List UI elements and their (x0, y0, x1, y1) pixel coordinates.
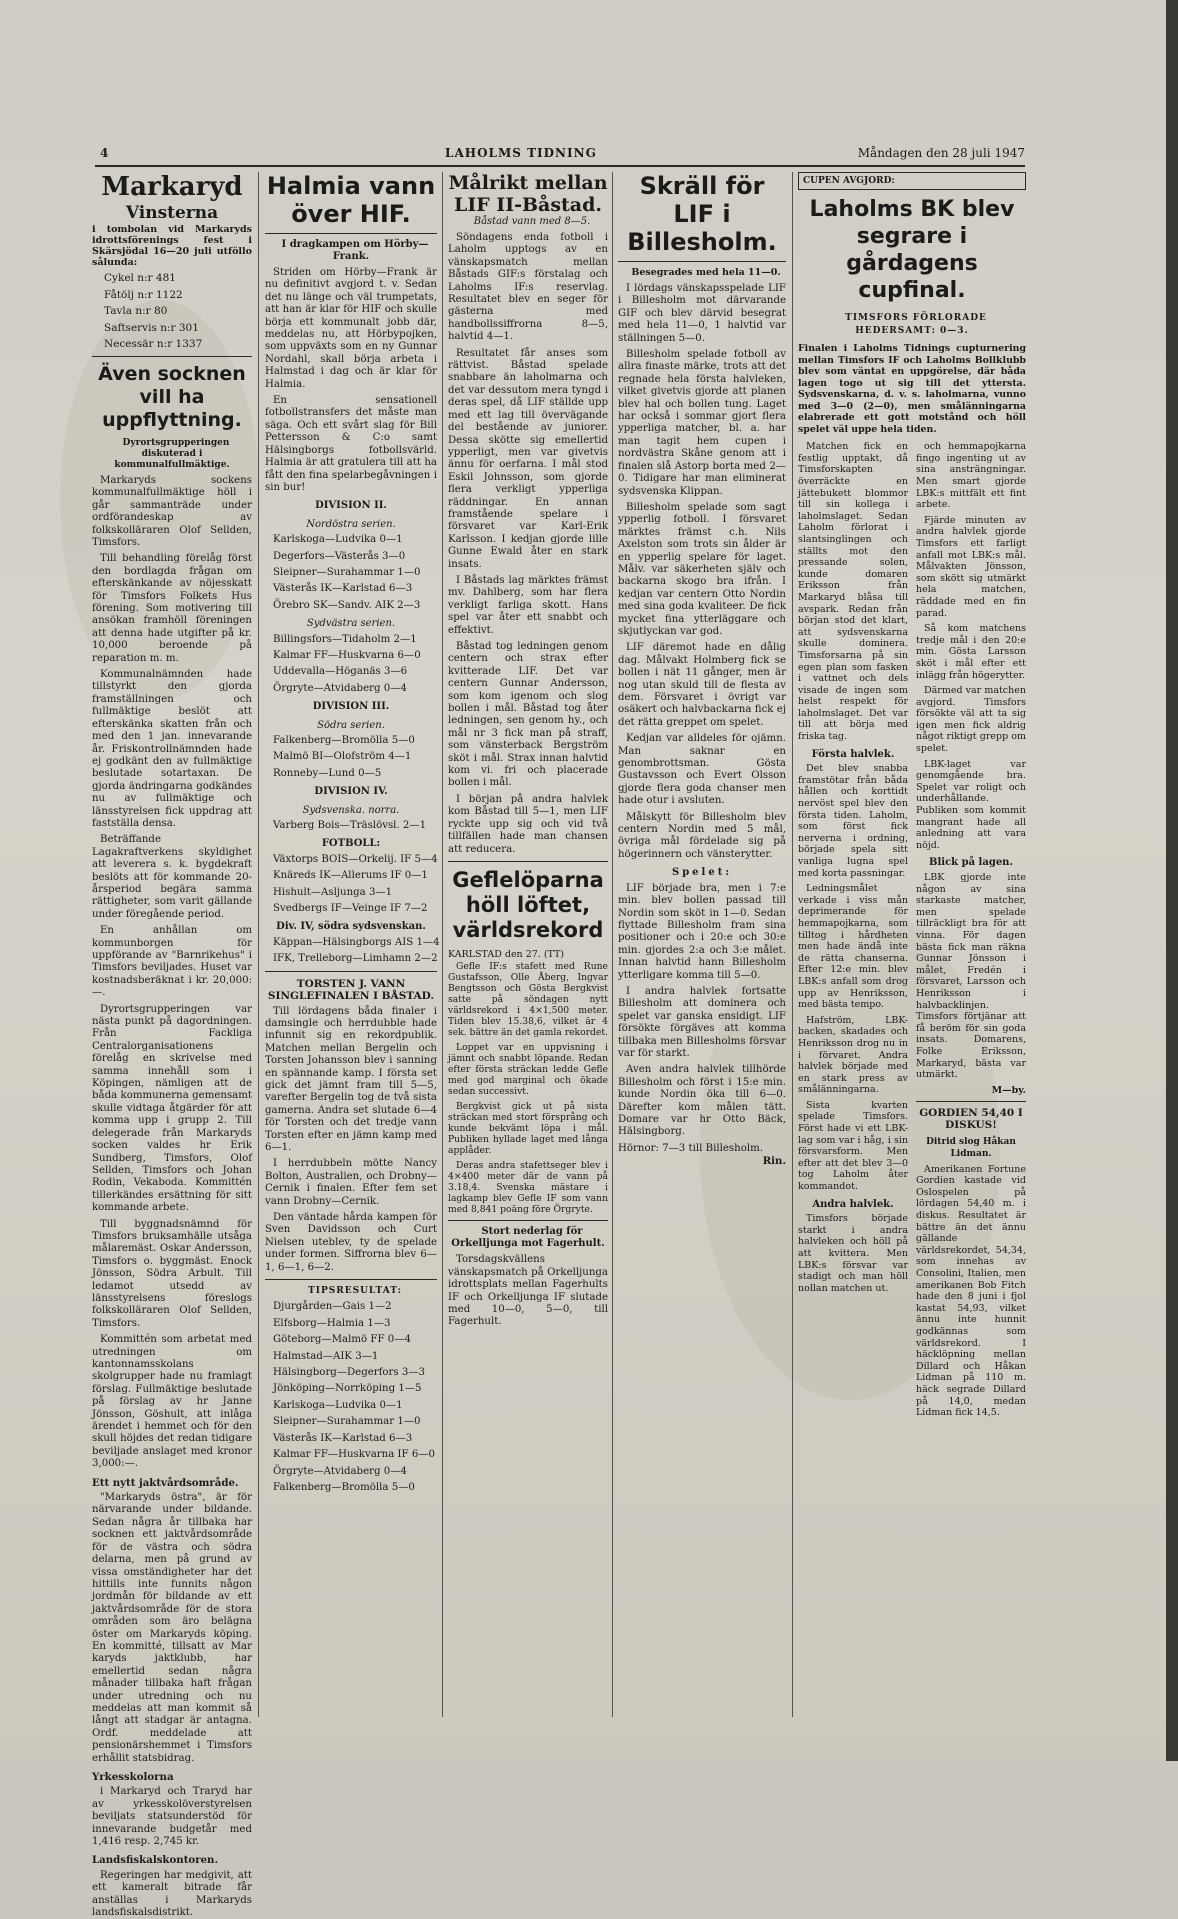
result-line: Malmö BI—Olofström 4—1 (273, 751, 412, 763)
result-line: Växtorps BOIS—Orkelij. IF 5—4 (273, 853, 438, 865)
result-line: Västerås IK—Karlstad 6—3 (273, 583, 413, 595)
page-edge-shadow (1166, 0, 1178, 1761)
headline-gordien: GORDIEN 54,40 I DISKUS! (919, 1107, 1023, 1131)
column-rule (612, 172, 613, 1717)
tips-line: Kalmar FF—Huskvarna IF 6—0 (273, 1449, 436, 1461)
article-paragraph: Den väntade hårda kampen för Sven Davidsson och Curt Nielsen uteblev, ty de spelade under formen. Siffrorna blev 6—1, 6—1, 6—2. (265, 1212, 437, 1273)
column-lif-bastad (448, 172, 608, 1722)
divider (92, 356, 252, 357)
signature: Rin. (762, 1155, 786, 1168)
series-heading: Södra serien. (317, 719, 385, 731)
body-left (798, 441, 908, 1423)
division-heading: DIVISION II. (315, 500, 387, 512)
headline-socknen: Även socknen vill ha uppflyttning. (98, 362, 246, 431)
masthead (95, 143, 1025, 167)
newspaper-name: LAHOLMS TIDNING (445, 146, 597, 160)
result-line: Ronneby—Lund 0—5 (273, 767, 382, 779)
tips-line: Hälsingborg—Degerfors 3—3 (273, 1367, 426, 1379)
headline-billesholm: Skräll för LIF i Billesholm. (627, 172, 777, 256)
result-line: Karlskoga—Ludvika 0—1 (273, 534, 403, 546)
division-heading: DIVISION IV. (314, 786, 388, 798)
headline-orkelljunga: Stort nederlag för Orkelljunga mot Fagerhult. (451, 1226, 605, 1250)
subhead-jakt: Ett nytt jaktvårdsområde. (92, 1476, 239, 1489)
divider (265, 971, 437, 972)
tips-line: Göteborg—Malmö FF 0—4 (273, 1334, 411, 1346)
signature: M—by. (991, 1084, 1026, 1096)
article-paragraph: Markaryds sockens kommunalfullmäktige höll i går sammanträde under ordförandeskap av folkskolläraren Olof Sellden, Timsfors. (92, 474, 252, 548)
cup-kicker: CUPEN AVGJORD: (798, 172, 1026, 190)
article-paragraph: Så kom matchens tredje mål i den 20:e min. Gösta Larsson sköt i mål efter ett inlägg från högerytter. (916, 623, 1026, 681)
issue-date: Måndagen den 28 juli 1947 (857, 146, 1025, 160)
result-line: Svedbergs IF—Veinge IF 7—2 (273, 903, 428, 915)
division-heading: Div. IV, södra sydsvenskan. (276, 921, 426, 933)
two-column-body (798, 441, 1026, 1423)
result-line: IFK, Trelleborg—Limhamn 2—2 (273, 953, 438, 965)
tips-line: Västerås IK—Karlstad 6—3 (273, 1432, 413, 1444)
result-line: Hishult—Asljunga 3—1 (273, 886, 393, 898)
result-line: Sleipner—Surahammar 1—0 (273, 566, 421, 578)
article-paragraph: Till byggnadsnämnd för Timsfors bruksamhälle utsåga målaremäst. Oskar Andersson, Timsfors o. byggmäst. Enock Jönsson, Södra Arbult. Till ledamot utsedd av länsstyrelsens föreslogs folkskolläraren Olof Sellden, Timsfors. (92, 1218, 252, 1329)
headline-vinsterna: Vinsterna (125, 203, 219, 223)
result-line: Knäreds IK—Allerums IF 0—1 (273, 870, 428, 882)
tips-line: Elfsborg—Halmia 1—3 (273, 1317, 391, 1329)
column-billesholm (618, 172, 786, 1722)
dateline: KARLSTAD den 27. (TT) (448, 948, 565, 960)
article-paragraph: LIF däremot hade en dålig dag. Målvakt Holmberg fick se bollen i nät 11 gånger, men är nog utan skuld till de flesta av dem. Försvaret i övrigt var osäkert och halvbackarna fick ej det rätta greppet om spelet. (618, 642, 786, 728)
article-paragraph: Kedjan var alldeles för ojämn. Man saknar en genombrottsman. Gösta Gustavsson och Evert Olsson gjorde flera goda chanser men hade otur i avsluten. (618, 733, 786, 807)
subhead-forsta-halvlek: Första halvlek. (811, 748, 895, 760)
article-paragraph: Bergkvist gick ut på sista sträckan med stort försprång och kunde bekvämt löpa i mål. Publiken hyllade laget med långa applåder. (448, 1101, 608, 1157)
column-rule (258, 172, 259, 1717)
prize-item: Necessär n:r 1337 (104, 338, 203, 351)
winners-intro: i tombolan vid Markaryds idrottsförenings fest i Skärsjödal 16—20 juli utföllo sålunda: (92, 224, 252, 268)
result-line: Falkenberg—Bromölla 5—0 (273, 735, 415, 746)
result-line: Örebro SK—Sandv. AIK 2—3 (273, 599, 421, 611)
column-rule (442, 172, 443, 1717)
article-paragraph: och hemmapojkarna fingo ingenting ut av sina ansträngningar. Men smart gjorde LBK:s mittfält ett fint arbete. (916, 441, 1026, 511)
subhead-andra-halvlek: Andra halvlek. (812, 1198, 894, 1210)
result-line: Uddevalla—Höganäs 3—6 (273, 666, 408, 678)
prize-item: Fåtölj n:r 1122 (104, 288, 183, 301)
divider (265, 233, 437, 234)
column-markaryd (92, 172, 252, 1919)
article-paragraph: Billesholm spelade som sagt ypperlig fotboll. I försvaret märktes främst c.h. Nils Axelston som trots sin ålder är en ypperlig spelare för laget. Målv. var säkerheten själv och backarna skogo bra ifrån. I kedjan var centern Otto Nordin med sina goda kvaliteer. De fick mycket fina ytterläggare och skjutlyckan var god. (618, 501, 786, 637)
article-paragraph: LBK-laget var genomgående bra. Spelet var roligt och underhållande. Publiken som kommit mangrant hade all anledning att vara nöjd. (916, 758, 1026, 851)
tips-line: Sleipner—Surahammar 1—0 (273, 1416, 421, 1428)
result-line: Örgryte—Atvidaberg 0—4 (273, 682, 407, 694)
divider (916, 1101, 1026, 1102)
result-line: Billingsfors—Tidaholm 2—1 (273, 633, 417, 645)
tips-line: Halmstad—AIK 3—1 (273, 1350, 379, 1362)
prize-item: Cykel n:r 481 (104, 272, 176, 284)
article-paragraph: Båstad tog ledningen genom centern och strax efter kvitterade LIF. Det var centern Gunnar Andersson, som kom igenom och slog bollen i mål. Båstad tog åter ledningen, sen genom hy., och mål nr 3 fick man på straff, som vänsterback Bergström sköt i mål. Strax innan halvtid kom vi. fri och placerade bollen i mål. (448, 641, 608, 789)
deck-lif-bastad: Båstad vann med 8—5. (473, 216, 591, 227)
article-paragraph: Loppet var en uppvisning i jämnt och snabbt löpande. Redan efter första sträckan ledde Gefle med god marginal och ökade sedan successivt. (448, 1042, 608, 1098)
tips-line: Karlskoga—Ludvika 0—1 (273, 1399, 403, 1411)
article-paragraph: i Markaryd och Traryd har av yrkesskolöverstyrelsen beviljats statsunderstöd för innevarande budgetår med 1,416 resp. 2,745 kr. (92, 1786, 252, 1848)
subhead-blick: Blick på lagen. (929, 857, 1013, 869)
article-paragraph: Beträffande Lagakraftverkens skyldighet att leverera s. k. bygdekraft beslöts att för kommande 20-årsperiod begära samma rättigheter, som varit gällande under föregående period. (92, 834, 252, 920)
article-paragraph: Hörnor: 7—3 till Billesholm. (618, 1142, 763, 1154)
article-paragraph: En anhållan om kommunborgen för uppförande av "Barnrikehus" i Timsfors beviljades. Huset var kostnadsberäknat i kr. 20,000:—. (92, 925, 252, 999)
article-paragraph: Målskytt för Billesholm blev centern Nordin med 5 mål, övriga mål fördelade sig på högerinnern och vänsterytter. (618, 811, 786, 860)
headline-torsten: TORSTEN J. VANN SINGLEFINALEN I BÅSTAD. (267, 977, 435, 1003)
result-line: Degerfors—Västerås 3—0 (273, 550, 406, 562)
article-paragraph: Till lördagens båda finaler i damsingle och herrdubble hade infunnit sig en rekordpublik. Matchen mellan Bergelin och Torsten Johansson blev i sanning en spännande kamp. I första set gick det jämnt fram till 5—5, varefter Bergelin tog de två sista gamerna. Andra set slutade 6—4 för Torsten och det tredje vann Torsten efter en jämn kamp med 6—1. (265, 1005, 437, 1153)
article-paragraph: Hafström, LBK-backen, skadades och Henriksson drog nu in i förvaret. Andra halvlek började med en stark press av smålänningarna. (798, 1014, 908, 1096)
article-paragraph: Deras andra stafettseger blev i 4×400 meter där de vann på 3.18,4. Svenska mästare i lagkamp blev Gefle IF som vann med 8,841 poäng före Örgryte. (448, 1160, 608, 1216)
article-paragraph: I Båstads lag märktes främst mv. Dahlberg, som har flera verkligt farliga skott. Hans spel var åter ett snabbt och effektivt. (448, 574, 608, 636)
deck-gordien: Ditrid slog Håkan Lidman. (926, 1137, 1016, 1160)
article-paragraph: I andra halvlek fortsatte Billesholm att dominera och spelet var ganska ensidigt. LIF försökte förgäves att komma tillbaka men Billesholms försvar var för starkt. (618, 985, 786, 1059)
article-paragraph: Billesholm spelade fotboll av allra finaste märke, trots att det regnade hela första halvleken, vilket givetvis gjorde att planen blev hal och bollen tung. Laget har också i sommar gjort flera ypperliga matcher, bl. a. har man tagit hem cupen i nordvästra Skåne genom att i finalen slå Astorp borta med 2—0. Tidigare har man eliminerat sydsvenska Klippan. (618, 349, 786, 497)
article-paragraph: Till behandling förelåg först den bordlagda frågan om efterskänkande av nöjesskatt för Timsfors Folkets Hus förening. Som motivering till ansökan framhöll föreningen att denna hade utgifter på kr. 10,000 beroende på reparation m. m. (92, 553, 252, 664)
article-paragraph: Striden om Hörby—Frank är nu definitivt avgjord t. v. Sedan det nu länge och väl trumpetats, att han är klar för HIF och skulle börja ett kommunalt jobb där, meddelas nu, att Hörbypojken, som uppväxts som en ny Gunnar Nordahl, skall börja arbeta i Halmstad i dag och är klar för Halmia. (265, 267, 437, 390)
divider (448, 861, 608, 862)
article-paragraph: Sista kvarten spelade Timsfors. Först hade vi ett LBK-lag som var i håg, i sin försvarsform. Men efter att det blev 3—0 tog Laholm åter kommandot. (798, 1099, 908, 1193)
article-paragraph: Resultatet får anses som rättvist. Båstad spelade snabbare än laholmarna och det var dessutom mera tyngd i deras spel, då LIF ställde upp med ett lag till övervägande del bestående av juniorer. Dessa skötte sig emellertid ypperligt, men var givetvis ännu för oerfarna. I mål stod Eskil Johnsson, som gjorde flera verkligt ypperliga räddningar. En annan framstående spelare i försvaret var Karl-Erik Karlsson. I kedjan gjorde lille Gunne Ewald åter en stark insats. (448, 347, 608, 570)
article-paragraph: I lördags vänskapsspelade LIF i Billesholm mot därvarande GIF och blev därvid besegrat med hela 11—0, 1 halvtid var ställningen 5—0. (618, 283, 786, 344)
article-paragraph: Dyrortsgrupperingen var nästa punkt på dagordningen. Från Fackliga Centralorganisationens förelåg en skrivelse med samma innehåll som i Köpingen, nämligen att de båda kommunerna gemensamt skulle vidtaga åtgärder för att komma upp i grupp 2. Till delegerade från Markaryds socken valdes hr Erik Sundberg, Timsfors, Olof Sellden, Timsfors och Johan Rodin, Vekaboda. Kommittén tillerkändes ersättning för sitt kommande arbete. (92, 1003, 252, 1214)
article-paragraph: En sensationell fotbollstransfers det måste man säga. Och ett svårt slag för Bill Pettersson & C:o samt Hälsingborgs fotbollsvärld. Halmia är att gratulera till att ha fått den fina spelarbegåvningen i sin bur! (265, 395, 437, 493)
series-heading: Nordöstra serien. (306, 518, 396, 530)
series-heading: Sydvästra serien. (306, 618, 396, 630)
article-paragraph: Det blev snabba framstötar från båda hållen och korttidt nervöst spel blev den första tiden. Laholm, som först fick nerverna i ordning, började spela sitt vanliga lugna spel med korta passningar. (798, 763, 908, 879)
subhead-spelet: Spelet: (671, 867, 733, 879)
article-paragraph: I herrdubbeln mötte Nancy Bolton, Australien, och Drobny—Cernik i finalen. Efter fem set vann Drobny—Cernik. (265, 1158, 437, 1207)
article-paragraph: Matchen fick en festlig upptakt, då Timsforskapten överräckte en jättebukett blommor till sin kollega i laholmslaget. Sedan Laholm förlorat i slantsinglingen och ställts mot den pressande solen, kunde domaren Eriksson från Markaryd blåsa till avspark. Redan från början stod det klart, att sydsvenskarna skulle dominera. Timsforsarna på sin egen plan som fasken i vattnet och dels visade de ingen som helst respekt för laholmslaget. Det var till att börja med friska tag. (798, 441, 908, 743)
prize-item: Saftservis n:r 301 (104, 321, 199, 334)
tips-line: Djurgården—Gais 1—2 (273, 1301, 392, 1313)
headline-lif-bastad: Målrikt mellan LIF II-Båstad. (448, 172, 608, 216)
lead-paragraph: Finalen i Laholms Tidnings cupturnering mellan Timsfors IF och Laholms Bollklubb blev som väntat en uppgörelse, där båda lagen togo ut sig till det yttersta. Sydsvenskarna, d. v. s. laholmarna, vunno med 3—0 (2—0), men smålänningarna elabrerade ett gott motstånd och höll spelet väl uppe hela tiden. (798, 343, 1026, 435)
result-line: Käppan—Hälsingborgs AIS 1—4 (273, 936, 440, 948)
article-paragraph: Amerikanen Fortune Gordien kastade vid Oslospelen på lördagen 54,40 m. i diskus. Resultatet är bättre än det ännu gällande världsrekordet, 54,34, som innehas av Consolini, Italien, men amerikanen Bob Fitch hade den 8 juni i fjol kastat 54,93, vilket ännu inte hunnit godkännas som världsrekord. I häcklöpning mellan Dillard och Håkan Lidman på 110 m. häck segrade Dillard på 14,0, medan Lidman fick 14,5. (916, 1163, 1026, 1419)
deck-halmia: I dragkampen om Hörby—Frank. (281, 239, 429, 262)
article-paragraph: Torsdagskvällens vänskapsmatch på Orkelljunga idrottsplats mellan Fagerhults IF och Orkelljunga IF slutade med 10—0, 5—0, till Fagerhult. (448, 1254, 608, 1328)
body-right (916, 441, 1026, 1423)
deck-billesholm: Besegrades med hela 11—0. (631, 267, 781, 278)
headline-markaryd: Markaryd (101, 172, 243, 202)
series-heading: Sydsvenska. norra. (302, 804, 400, 816)
subhead-landsfiskal: Landsfiskalskontoren. (92, 1854, 219, 1867)
result-line: Varberg Bois—Träslövsl. 2—1 (273, 820, 427, 832)
divider (618, 261, 786, 262)
article-paragraph: Kommittén som arbetat med utredningen om kantonnamsskolans skolgrupper hade nu framlagt förslag. Fullmäktige beslutade på förslag av hr Janne Jönsson, Göshult, att inlåga ärendet i hemmet och för den skull höjdes det redan tidigare beviljade anslaget med kronor 3,000:—. (92, 1334, 252, 1470)
article-paragraph: Timsfors började starkt i andra halvleken och höll på att kvittera. Men LBK:s försvar var stadigt och man höll nollan matchen ut. (798, 1213, 908, 1294)
prize-item: Tavla n:r 80 (104, 305, 168, 318)
deck-socknen: Dyrortsgrupperingen diskuterad i kommunalfullmäktige. (114, 437, 230, 470)
article-paragraph: Gefle IF:s stafett med Rune Gustafsson, Olle Åberg, Ingvar Bengtsson och Gösta Bergkvist satte på söndagen nytt världsrekord i 4×1,500 meter. Tiden blev 15.38,6, vilket är 4 sek. bättre än det gamla rekordet. (448, 961, 608, 1039)
article-paragraph: Fjärde minuten av andra halvlek gjorde Timsfors ett farligt anfall mot LBK:s mål. Målvakten Jönsson, som skött sig utmärkt hela matchen, räddade med en fin parad. (916, 514, 1026, 619)
subhead-yrkesskolorna: Yrkesskolorna (92, 1771, 174, 1783)
prize-list (96, 272, 252, 351)
tips-line: Falkenberg—Bromölla 5—0 (273, 1481, 415, 1493)
divider (448, 1220, 608, 1221)
column-rule (792, 172, 793, 1717)
headline-laholms-bk: Laholms BK blev segrare i gårdagens cupfinal. (809, 197, 1015, 304)
tips-line: Örgryte—Atvidaberg 0—4 (273, 1465, 407, 1477)
tips-heading: TIPSRESULTAT: (308, 1286, 402, 1297)
fotboll-heading: FOTBOLL: (321, 838, 381, 850)
page-number: 4 (100, 146, 109, 160)
article-paragraph: Regeringen har medgivit, att ett kameralt bitrade får anställas i Markaryds landsfiskalsdistrikt. (92, 1869, 252, 1919)
result-line: Kalmar FF—Huskvarna 6—0 (273, 649, 421, 661)
article-paragraph: Kommunalnämnden hade tillstyrkt den gjorda framställningen och fullmäktige beslöt att efterskänka skatten från och med den 1 jan. innevarande år. Friskontrollnämnden hade ej godkänt den av fullmäktige beslutade sotartaxan. De gjorda ändringarna godkändes nu av fullmäktige och länsstyrelsen fick uppdrag att fastställa densa. (92, 669, 252, 829)
article-paragraph: LIF började bra, men i 7:e min. blev bollen passad till Nordin som sköt in 1—0. Sedan flyttade Billesholm fram sina positioner och i 20:e och 30:e min. gjordes 2:a och 3:e målet. Innan halvtid hann Billesholm ytterligare komma till 5—0. (618, 882, 786, 981)
column-halmia (265, 172, 440, 1722)
article-paragraph: "Markaryds östra", är för närvarande under bildande. Sedan några år tillbaka har socknen ett jaktvårdsområde för de västra och södra delarna, men på grund av vissa omständigheter har det hittills inte funnits någon jordmån för bildande av ett jaktvårdsområde för de stora områden som äro belägna öster om Markaryds köping. En kommitté, tillsatt av Mar karyds jaktklubb, har emellertid sedan några månader tillbaka haft frågan under utredning och nu meddelas att man kommit så långt att stadgar är antagna. Ordf. meddelade att pensionärshemmet i Timsfors erhållit statsbidrag. (92, 1492, 252, 1764)
article-paragraph: Söndagens enda fotboll i Laholm upptogs av en vänskapsmatch mellan Båstads GIF:s förstalag och Laholms IF:s reservlag. Resultatet blev en seger för gästerna med handbollssiffrorna 8—5, halvtid 4—1. (448, 232, 608, 343)
article-paragraph: Därmed var matchen avgjord. Timsfors försökte väl att ta sig igen men fick aldrig något riktigt grepp om spelet. (916, 685, 1026, 755)
headline-halmia: Halmia vann över HIF. (266, 172, 436, 228)
subhead-timsfors: TIMSFORS FÖRLORADE HEDERSAMT: 0—3. (845, 313, 987, 336)
article-paragraph: LBK gjorde inte någon av sina starkaste matcher, men spelade tillräckligt bra för att vinna. För dagen bästa fick man räkna Gunnar Jönsson i målet, Fredén i försvaret, Larsson och Henriksson i halvbacklinjen. Timsfors förtjänar att få beröm för sin goda insats. Domarens, Folke Eriksson, Markaryd, bästa var utmärkt. (916, 872, 1026, 1081)
column-laholms-bk (798, 172, 1026, 1722)
article-paragraph: Ledningsmålet verkade i viss mån deprimerande för hemmapojkarna, som tilltog i hårdheten men hade ändå inte de rätta chanserna. Efter 12:e min. blev LBK:s anfall som drog upp av Henriksson, med bästa tempo. (798, 883, 908, 1011)
division-heading: DIVISION III. (312, 701, 390, 713)
divider (265, 1279, 437, 1280)
tips-line: Jönköping—Norrköping 1—5 (273, 1383, 422, 1395)
headline-geflelöparna: Geflelöparna höll löftet, världsrekord (452, 867, 604, 942)
article-paragraph: I början på andra halvlek kom Båstad till 5—1, men LIF ryckte upp sig och vid två tillfällen hade man chansen att reducera. (448, 793, 608, 855)
article-paragraph: Aven andra halvlek tillhörde Billesholm och först i 15:e min. kunde Nordin öka till 6—0. Därefter kom målen tätt. Domare var hr Otto Bäck, Hälsingborg. (618, 1064, 786, 1138)
